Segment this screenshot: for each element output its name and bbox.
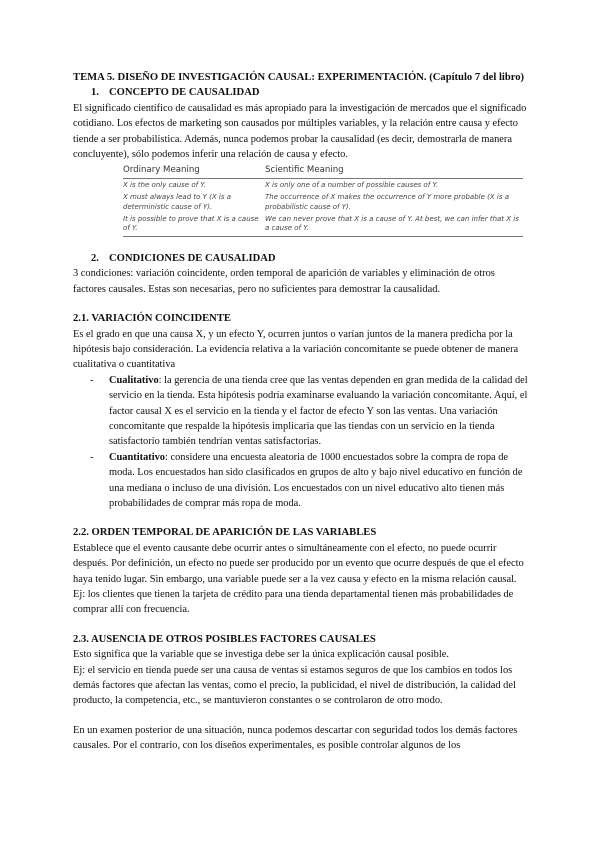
document-title: TEMA 5. DISEÑO DE INVESTIGACIÓN CAUSAL: EXPERIMENTACIÓN. (Capítulo 7 del libro) [73, 72, 525, 83]
dash-bullet: - [90, 451, 94, 463]
section-2-paragraph: 3 condiciones: variación coincidente, orden temporal de aparición de variables y eliminación de otros factores causales. Estas son necesarias, pero no suficientes para demostrar la causalidad. [73, 268, 495, 295]
section-2-title: CONDICIONES DE CAUSALIDAD [109, 252, 276, 264]
section-2-2-example: Ej: los clientes que tienen la tarjeta de crédito para una tienda departamental tienen más probabilidades de comprar allí con frecuencia. [73, 589, 514, 616]
list-item-label: Cuantitativo [109, 451, 165, 463]
section-2-1-heading: 2.1. VARIACIÓN COINCIDENTE [73, 313, 231, 325]
section-2-heading [91, 251, 530, 266]
table-row [123, 178, 523, 191]
table-header-scientific: Scientific Meaning [265, 166, 523, 178]
section-2-3-heading: 2.3. AUSENCIA DE OTROS POSIBLES FACTORES CAUSALES [73, 633, 376, 645]
section-2-number: 2. [91, 252, 99, 264]
list-item-label: Cualitativo [109, 374, 159, 386]
table-cell-scientific: X is only one of a number of possible causes of Y. [265, 180, 438, 189]
table-row [123, 191, 523, 213]
section-2-2-heading: 2.2. ORDEN TEMPORAL DE APARICIÓN DE LAS VARIABLES [73, 527, 377, 539]
list-item-text: : la gerencia de una tienda cree que las ventas dependen en gran medida de la calidad del servicio en la tienda. Esta hipótesis podría examinarse evaluando la variación concomitante. Aquí, el factor causal X es el servicio en la tienda y el factor de efecto Y son las ventas. Una variación concomitante que respalde la hipótesis implicaría que las tiendas con un servicio en la tienda satisfactorio también tendrían ventas satisfactorias. [109, 374, 528, 448]
section-2-1-paragraph: Es el grado en que una causa X, y un efecto Y, ocurren juntos o varían juntos de la manera predicha por la hipótesis bajo consideración. La evidencia relativa a la variación concomitante se puede obtener de manera cualitativa o cuantitativa [73, 328, 519, 371]
section-2-3-paragraph: Esto significa que la variable que se investiga debe ser la única explicación causal posible. [73, 649, 449, 661]
section-2-3-paragraph-2: En un examen posterior de una situación, nunca podemos descartar con seguridad todos los demás factores causales. Por el contrario, con los diseños experimentales, es posible controlar algunos de los [73, 724, 518, 752]
causality-meaning-table [123, 166, 523, 236]
section-1-paragraph: El significado científico de causalidad es más apropiado para la investigación de mercados que el significado cotidiano. Los efectos de marketing son causados por múltiples variables, y la relación entre causa y efecto tiende a ser probabilística. Además, nunca podemos probar la causalidad (es decir, demostrarla de manera concluyente), sólo podemos inferir una relación de causa y efecto. [73, 102, 527, 161]
table-header-ordinary: Ordinary Meaning [123, 166, 265, 178]
table-cell-scientific: The occurrence of X makes the occurrence of Y more probable (X is a probabilistic cause of Y). [265, 193, 509, 211]
list-item-text: : considere una encuesta aleatoria de 1000 encuestados sobre la compra de ropa de moda. Los encuestados han sido clasificados en grupos de alto y bajo nivel educativo en función de una mediana o incluso de una división. Los encuestados con un nivel educativo alto tienen más probabilidades de comprar más ropa de moda. [109, 451, 523, 509]
table-cell-ordinary: X is the only cause of Y. [123, 180, 206, 189]
table-cell-scientific: We can never prove that X is a cause of Y. At best, we can infer that X is a cause of Y. [265, 213, 523, 236]
table-cell-ordinary: X must always lead to Y (X is a deterministic cause of Y). [123, 193, 231, 211]
evidence-type-list [73, 373, 530, 512]
section-1-title: CONCEPTO DE CAUSALIDAD [109, 87, 260, 99]
list-item [90, 373, 530, 450]
section-2-3-example: Ej: el servicio en tienda puede ser una causa de ventas si estamos seguros de que los cambios en todos los demás factores que afectan las ventas, como el precio, la publicidad, el nivel de distribución, la calidad del producto, la competencia, etc., se mantuvieron constantes o se controlaron de otro modo. [73, 664, 516, 707]
table-row [123, 213, 523, 236]
section-1-number: 1. [91, 87, 99, 99]
list-item [90, 450, 530, 512]
section-1-heading [91, 85, 530, 100]
dash-bullet: - [90, 374, 94, 386]
table-cell-ordinary: It is possible to prove that X is a cause of Y. [123, 213, 265, 236]
section-2-2-paragraph: Establece que el evento causante debe ocurrir antes o simultáneamente con el efecto, no puede ocurrir después. Por definición, un efecto no puede ser producido por un evento que ocurre después de que el efecto haya tenido lugar. Sin embargo, una variable puede ser a la vez causa y efecto en la misma relación causal. [73, 542, 524, 585]
